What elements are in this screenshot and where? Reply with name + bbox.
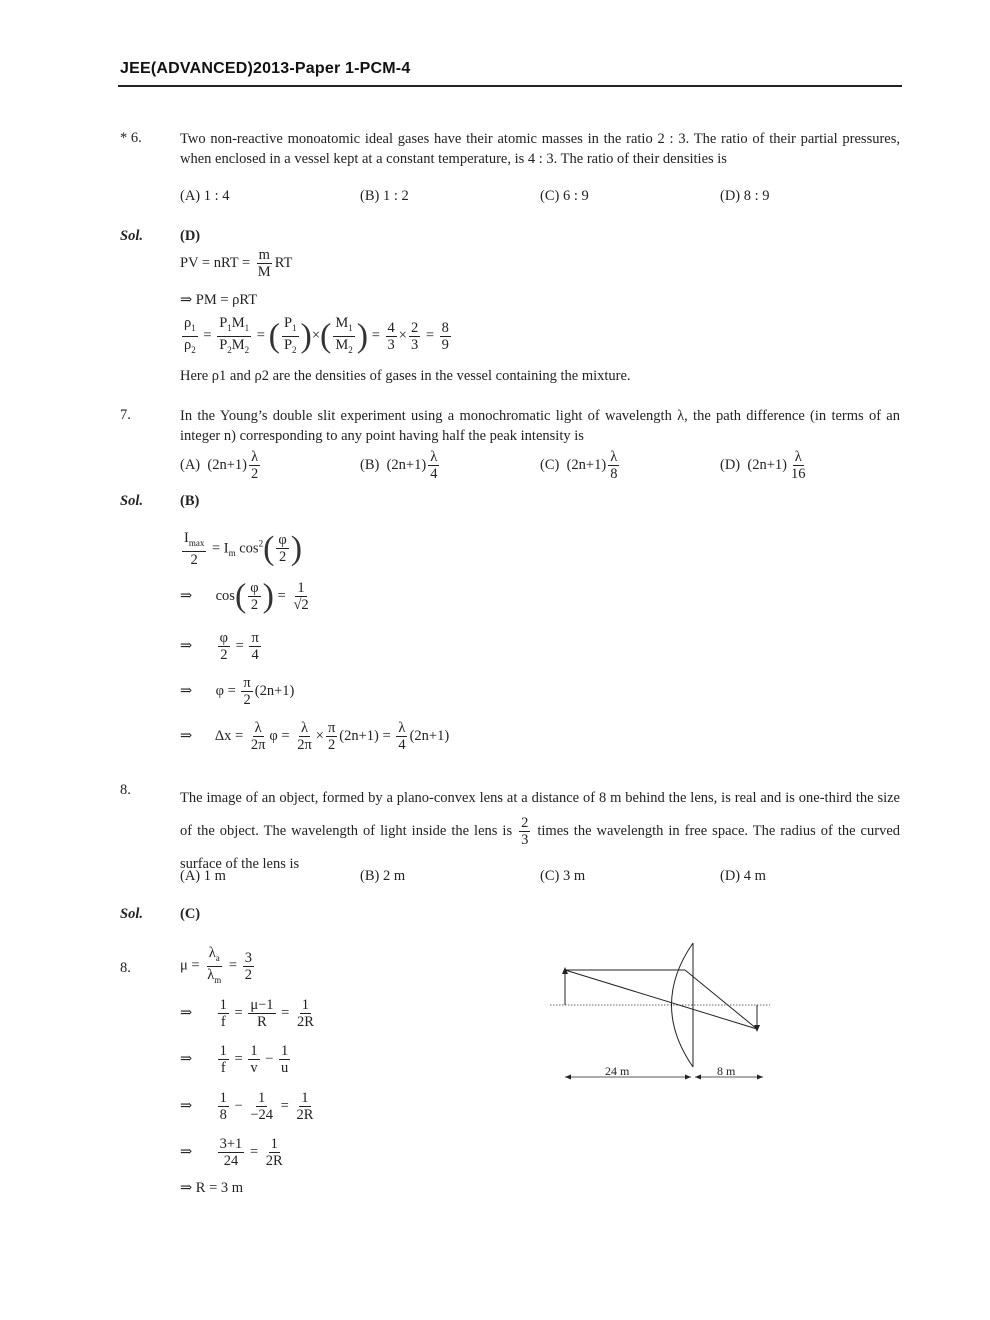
- q6-option-c: (C) 6 : 9: [540, 188, 589, 204]
- q7-option-c: (C) (2n+1) $\frac{\lambda}{8}$: [540, 449, 618, 482]
- q6-eq-1: PV = nRT = $\frac{m}{M}$ RT: [180, 247, 293, 280]
- q6-note: Here ρ1 and ρ2 are the densities of gases in the vessel containing the mixture.: [180, 368, 631, 384]
- q8-eq-4: ⇒ $\frac{1}{8}$ − $\frac{1}{-24}$ = $\frac{1}{2R}$: [180, 1090, 314, 1123]
- question-6-text: Two non-reactive monoatomic ideal gases have their atomic masses in the ratio 2 : 3. The ratio of their partial pressures, when enclosed in a vessel kept at a constant temperature, is 4 : 3. The ratio of their densities is: [180, 131, 900, 167]
- q8-answer: (C): [180, 906, 201, 922]
- page-header: JEE(ADVANCED)2013-Paper 1-PCM-4: [120, 60, 411, 77]
- q8-sol-number: 8.: [120, 960, 131, 976]
- q7-eq-4: ⇒ φ = $\frac{\pi}{2}$ (2n+1): [180, 675, 295, 708]
- q8-option-d: (D) 4 m: [720, 868, 766, 884]
- q6-option-d: (D) 8 : 9: [720, 188, 770, 204]
- ray-central: [565, 970, 757, 1029]
- question-7-text: In the Young’s double slit experiment using a monochromatic light of wavelength λ, the path difference (in terms of an integer n) corresponding to any point having half the peak intensity is: [180, 408, 900, 444]
- object-distance-arrow-right: [685, 1075, 691, 1080]
- image-distance-label: 8 m: [717, 1064, 736, 1078]
- q6-option-b: (B) 1 : 2: [360, 188, 409, 204]
- q6-eq-2: ⇒ PM = ρRT: [180, 292, 258, 308]
- q6-eq-3: $\frac{\rho_1}{\rho_2}$ = $\frac{P_1M_1}{P_2M_2}$ = ( $\frac{P_1}{P_2}$ )×( $\frac{M_1}{M_2}$ ) = $\frac{4}{3}$ × $\frac{2}{3}$ = $\frac{8}{9}$: [184, 315, 449, 355]
- q7-option-d: (D) (2n+1) $\frac{\lambda}{16}$: [720, 449, 806, 482]
- q7-eq-1: $\frac{I_{max}}{2}$ = $I_m$ $\cos^2$( $\frac{\varphi}{2}$ ): [184, 529, 303, 568]
- q8-eq-2: ⇒ $\frac{1}{f}$ = $\frac{\mu-1}{R}$ = $\frac{1}{2R}$: [180, 997, 314, 1030]
- header-rule: [118, 85, 902, 87]
- q8-option-a: (A) 1 m: [180, 868, 226, 884]
- image-distance-arrow-right: [757, 1075, 763, 1080]
- question-8-number: 8.: [120, 782, 131, 798]
- q7-sol-label: Sol.: [120, 493, 143, 509]
- q7-eq-2: ⇒ cos( $\frac{\varphi}{2}$ ) = $\frac{1}{√2}$: [180, 577, 309, 615]
- q8-eq-1: μ = $\frac{\lambda_a}{\lambda_m}$ = $\frac{3}{2}$: [180, 945, 252, 985]
- q7-eq-5: ⇒ Δx = $\frac{\lambda}{2\pi}$ φ = $\frac{\lambda}{2\pi}$ × $\frac{\pi}{2}$ (2n+1) = $\frac{\lambda}{4}$ (2n+1): [180, 720, 450, 753]
- q6-answer: (D): [180, 228, 201, 244]
- q8-sol-label: Sol.: [120, 906, 143, 922]
- q8-final: ⇒ R = 3 m: [180, 1180, 244, 1196]
- ray-refracted: [685, 970, 757, 1029]
- q6-option-a: (A) 1 : 4: [180, 188, 230, 204]
- question-8-text: The image of an object, formed by a plano-convex lens at a distance of 8 m behind the lens, is real and is one-third the size of the object. The wavelength of light inside the lens is $\frac{2}{3}$ times the wavelength in free space. The radius of the curved surface of the lens is: [180, 790, 901, 873]
- q6-sol-label: Sol.: [120, 228, 143, 244]
- q7-option-a: (A) (2n+1) $\frac{\lambda}{2}$: [180, 449, 259, 482]
- image-distance-arrow-left: [695, 1075, 701, 1080]
- q8-option-c: (C) 3 m: [540, 868, 586, 884]
- object-distance-label: 24 m: [605, 1064, 630, 1078]
- question-7-number: 7.: [120, 407, 131, 423]
- q7-answer: (B): [180, 493, 200, 509]
- q8-eq-5: ⇒ $\frac{3+1}{24}$ = $\frac{1}{2R}$: [180, 1136, 283, 1169]
- q7-option-b: (B) (2n+1) $\frac{\lambda}{4}$: [360, 449, 438, 482]
- q8-option-b: (B) 2 m: [360, 868, 406, 884]
- object-distance-arrow-left: [565, 1075, 571, 1080]
- question-6-number: * 6.: [120, 130, 142, 146]
- q8-eq-3: ⇒ $\frac{1}{f}$ = $\frac{1}{v}$ − $\frac{1}{u}$: [180, 1043, 289, 1076]
- q7-eq-3: ⇒ $\frac{\varphi}{2}$ = $\frac{\pi}{4}$: [180, 630, 259, 663]
- lens-ray-diagram: [545, 935, 785, 1085]
